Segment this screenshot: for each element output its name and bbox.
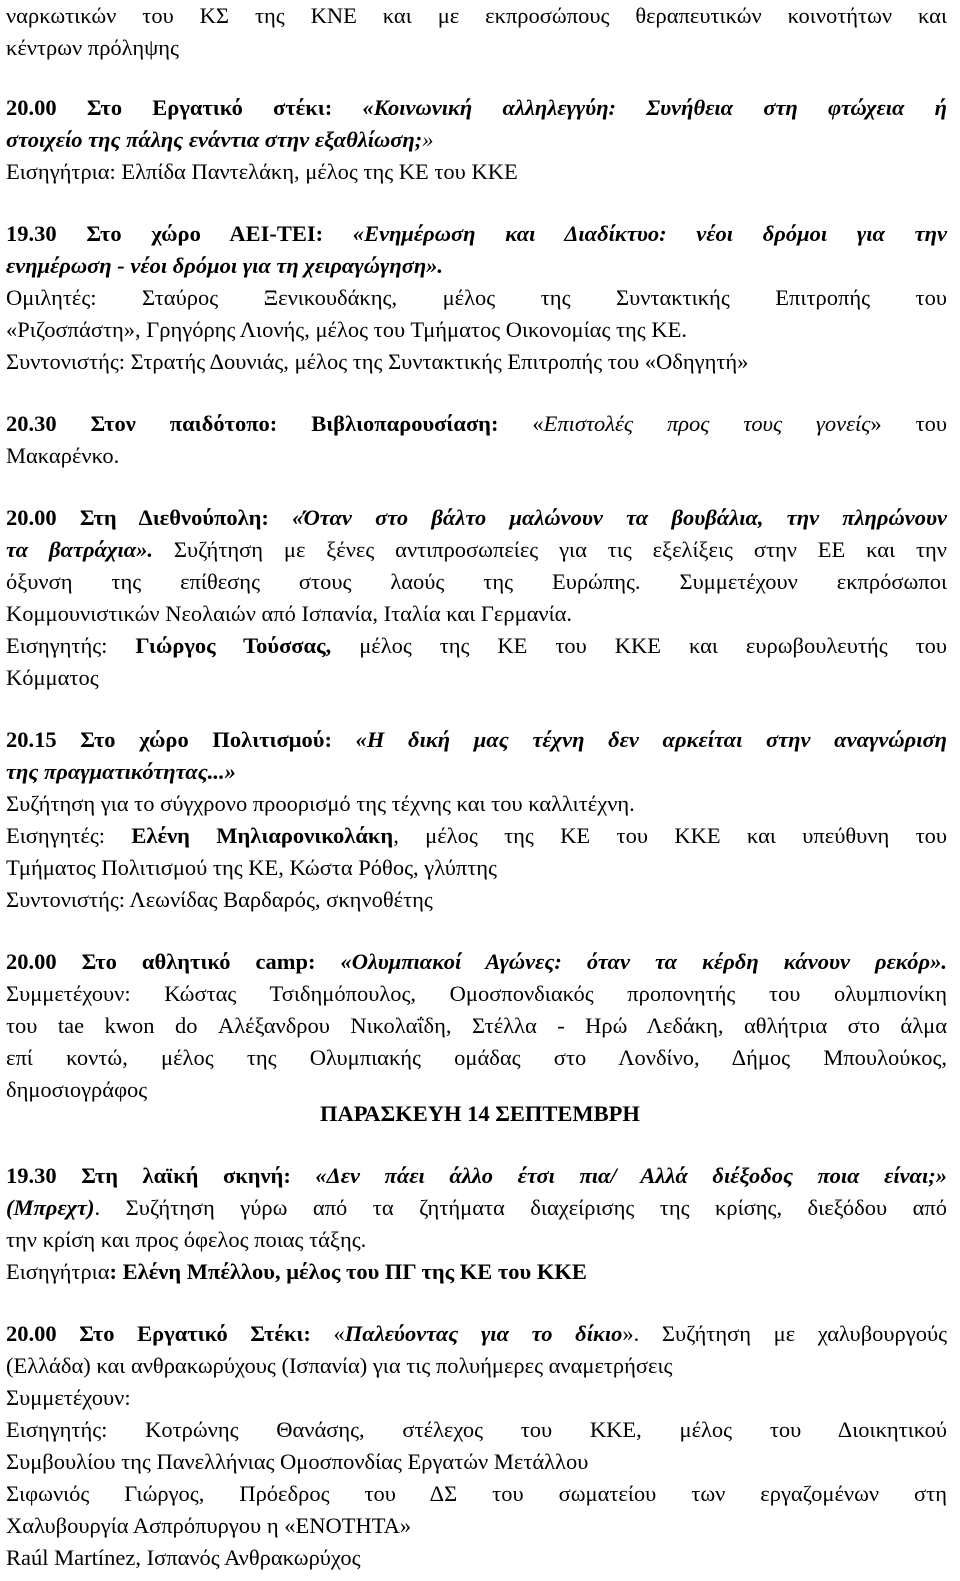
text-run: Σιφωνιός Γιώργος, Πρόεδρος του ΔΣ του σωματείου των εργαζομένων στη: [6, 1481, 947, 1506]
text-run: , μέλος της ΚΕ του ΚΚΕ και υπεύθυνη του: [393, 823, 947, 848]
text-run: Συμβουλίου της Πανελλήνιας Ομοσπονδίας Εργατών Μετάλλου: [6, 1449, 589, 1474]
text-line: [6, 756, 236, 788]
text-line: [6, 1160, 947, 1192]
text-run: Raúl Martínez, Ισπανός Ανθρακωρύχος: [6, 1545, 361, 1570]
text-run: «Ενημέρωση και Διαδίκτυο: νέοι δρόμοι για την: [352, 221, 947, 246]
text-line: [6, 1510, 411, 1542]
text-line: [6, 662, 99, 694]
text-line: [6, 1010, 947, 1042]
text-line: [6, 566, 947, 598]
text-run: Ελένη Μηλιαρονικολάκη: [131, 823, 394, 848]
text-run: Κομμουνιστικών Νεολαιών από Ισπανία, Ιταλία και Γερμανία.: [6, 601, 573, 626]
text-run: Εισηγήτρια: [6, 1259, 110, 1284]
text-run: της πραγματικότητας...»: [6, 759, 236, 784]
text-line: [6, 250, 443, 282]
text-run: Εισηγητής:: [6, 633, 136, 658]
text-line: [6, 1318, 947, 1350]
text-run: την κρίση και προς όφελος ποιας τάξης.: [6, 1227, 367, 1252]
text-line: [6, 630, 947, 662]
text-line: [6, 978, 947, 1010]
text-run: Επιστολές προς τους γονείς: [543, 411, 871, 436]
text-run: κέντρων πρόληψης: [6, 35, 179, 60]
section-heading: [0, 1098, 960, 1130]
text-run: δημοσιογράφος: [6, 1077, 148, 1102]
text-run: τα βατράχια».: [6, 537, 154, 562]
text-line: [6, 282, 947, 314]
text-line: [6, 534, 947, 566]
text-run: Εισηγητές:: [6, 823, 132, 848]
text-run: ». Συζήτηση με χαλυβουργούς: [622, 1321, 947, 1346]
text-line: [6, 218, 947, 250]
text-run: «Κοινωνική αλληλεγγύη: Συνήθεια στη φτώχεια ή: [362, 95, 948, 120]
text-line: [6, 1042, 947, 1074]
text-line: [6, 1478, 947, 1510]
text-run: μέλος της ΚΕ του ΚΚΕ και ευρωβουλευτής του: [331, 633, 948, 658]
text-run: «Δεν πάει άλλο έτσι πια/ Αλλά διέξοδος ποια είναι;»: [315, 1163, 948, 1188]
text-run: Συντονιστής: Στρατής Δουνιάς, μέλος της Συντακτικής Επιτροπής του «Οδηγητή»: [6, 349, 749, 374]
text-run: »: [422, 127, 434, 152]
text-run: 20.15 Στο χώρο Πολιτισμού:: [6, 727, 356, 752]
text-run: Ομιλητές: Σταύρος Ξενικουδάκης, μέλος της Συντακτικής Επιτροπής του: [6, 285, 947, 310]
text-run: Χαλυβουργία Ασπρόπυργου η «ΕΝΟΤΗΤΑ»: [6, 1513, 412, 1538]
text-run: «Η δική μας τέχνη δεν αρκείται στην αναγνώριση: [355, 727, 947, 752]
text-run: «Ριζοσπάστη», Γρηγόρης Λιονής, μέλος του Τμήματος Οικονομίας της ΚΕ.: [6, 317, 687, 342]
text-run: Συμμετέχουν:: [6, 1385, 131, 1410]
text-line: [6, 346, 748, 378]
text-line: [6, 946, 947, 978]
text-run: 20.00 Στο Εργατικό Στέκι:: [6, 1321, 334, 1346]
text-run: Εισηγητής: Κοτρώνης Θανάσης, στέλεχος του ΚΚΕ, μέλος του Διοικητικού: [6, 1417, 947, 1442]
text-line: [6, 124, 434, 156]
text-run: Συντονιστής: Λεωνίδας Βαρδαρός, σκηνοθέτης: [6, 887, 433, 912]
text-run: ενημέρωση - νέοι δρόμοι για τη χειραγώγηση».: [6, 253, 444, 278]
text-line: [6, 1382, 131, 1414]
text-run: 19.30 Στο χώρο ΑΕΙ-ΤΕΙ:: [6, 221, 353, 246]
text-line: [6, 598, 572, 630]
text-run: «: [333, 1321, 345, 1346]
text-line: [6, 92, 947, 124]
text-run: στοιχείο της πάλης ενάντια στην εξαθλίωση;: [6, 127, 423, 152]
text-run: Συζήτηση με ξένες αντιπροσωπείες για τις εξελίξεις στην ΕΕ και την: [153, 537, 947, 562]
text-run: Συμμετέχουν: Κώστας Τσιδημόπουλος, Ομοσπονδιακός προπονητής του ολυμπιονίκη: [6, 981, 947, 1006]
text-run: «: [532, 411, 544, 436]
text-line: [6, 1446, 588, 1478]
text-line: [6, 1192, 947, 1224]
text-line: [6, 32, 179, 64]
text-run: ΠΑΡΑΣΚΕΥΗ 14 ΣΕΠΤΕΜΒΡΗ: [320, 1101, 640, 1126]
text-run: ναρκωτικών του ΚΣ της ΚΝΕ και με εκπροσώπους θεραπευτικών κοινοτήτων και: [6, 3, 947, 28]
text-run: 20.30 Στον παιδότοπο: Βιβλιοπαρουσίαση:: [6, 411, 533, 436]
text-line: [6, 440, 119, 472]
text-run: Παλεύοντας για το δίκιο: [344, 1321, 623, 1346]
text-line: [6, 724, 947, 756]
text-line: [6, 1256, 587, 1288]
text-run: 20.00 Στη Διεθνούπολη:: [6, 505, 293, 530]
text-run: : Ελένη Μπέλλου, μέλος του ΠΓ της ΚΕ του ΚΚΕ: [109, 1259, 587, 1284]
text-run: 20.00 Στο Εργατικό στέκι:: [6, 95, 363, 120]
text-run: . Συζήτηση γύρω από τα ζητήματα διαχείρισης της κρίσης, διεξόδου από: [94, 1195, 947, 1220]
text-run: Εισηγήτρια: Ελπίδα Παντελάκη, μέλος της ΚΕ του ΚΚΕ: [6, 159, 518, 184]
text-line: [6, 852, 497, 884]
text-line: [6, 408, 947, 440]
text-run: Κόμματος: [6, 665, 99, 690]
text-run: επί κοντώ, μέλος της Ολυμπιακής ομάδας στο Λονδίνο, Δήμος Μπουλούκος,: [6, 1045, 947, 1070]
text-run: (Ελλάδα) και ανθρακωρύχους (Ισπανία) για τις πολυήμερες αναμετρήσεις: [6, 1353, 673, 1378]
text-run: Συζήτηση για το σύγχρονο προορισμό της τέχνης και του καλλιτέχνη.: [6, 791, 635, 816]
text-run: Μακαρένκο.: [6, 443, 120, 468]
text-line: [6, 1224, 366, 1256]
text-line: [6, 314, 687, 346]
text-run: Γιώργος Τούσσας,: [135, 633, 332, 658]
text-line: [6, 788, 635, 820]
text-line: [6, 884, 433, 916]
text-line: [6, 1350, 672, 1382]
text-line: [6, 820, 947, 852]
text-line: [6, 502, 947, 534]
text-run: 19.30 Στη λαϊκή σκηνή:: [6, 1163, 316, 1188]
text-line: [6, 1414, 947, 1446]
text-run: » του: [870, 411, 948, 436]
text-run: του tae kwon do Αλέξανδρου Νικολαΐδη, Στέλλα - Ηρώ Λεδάκη, αθλήτρια στο άλμα: [6, 1013, 947, 1038]
text-line: [6, 1542, 361, 1574]
text-run: (Μπρεχτ): [6, 1195, 95, 1220]
text-run: «Όταν στο βάλτο μαλώνουν τα βουβάλια, την πληρώνουν: [292, 505, 947, 530]
text-run: 20.00 Στο αθλητικό camp:: [6, 949, 341, 974]
text-line: [6, 0, 947, 32]
text-run: όξυνση της επίθεσης στους λαούς της Ευρώπης. Συμμετέχουν εκπρόσωποι: [6, 569, 947, 594]
text-run: «Ολυμπιακοί Αγώνες: όταν τα κέρδη κάνουν ρεκόρ».: [340, 949, 948, 974]
text-run: Τμήματος Πολιτισμού της ΚΕ, Κώστα Ρόθος, γλύπτης: [6, 855, 497, 880]
text-line: [6, 156, 518, 188]
